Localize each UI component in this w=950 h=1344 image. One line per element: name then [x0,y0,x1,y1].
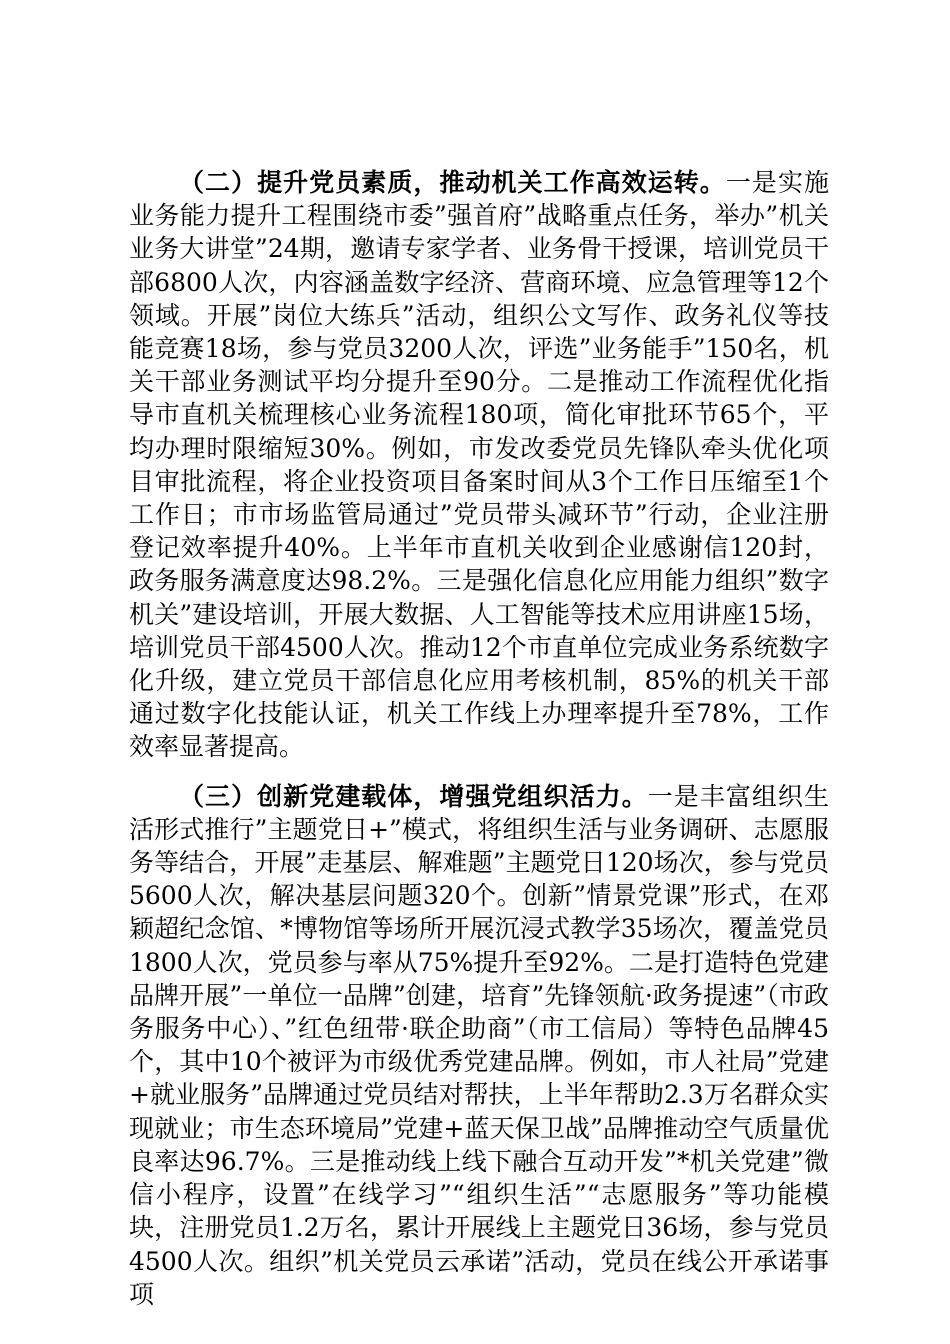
section-body-3: 一是丰富组织生活形式推行”主题党日+”模式，将组织生活与业务调研、志愿服务等结合，开展”走基层、解难题”主题党日120场次，参与党员5600人次，解决基层问题320个。创新”情景党课”形式，在邓颖超纪念馆、*博物馆等场所开展沉浸式教学35场次，覆盖党员1800人次，党员参与率从75%提升至92%。二是打造特色党建品牌开展”一单位一品牌”创建，培育”先锋领航·政务提速”（市政务服务中心）、”红色纽带·联企助商”（市工信局）等特色品牌45个，其中10个被评为市级优秀党建品牌。例如，市人社局”党建+就业服务”品牌通过党员结对帮扶，上半年帮助2.3万名群众实现就业；市生态环境局”党建+蓝天保卫战”品牌推动空气质量优良率达96.7%。三是推动线上线下融合互动开发”*机关党建”微信小程序，设置”在线学习”“组织生活”“志愿服务”等功能模块，注册党员1.2万名，累计开展线上主题党日36场，参与党员4500人次。组织”机关党员云承诺”活动，党员在线公开承诺事项 [129,781,829,1309]
section-paragraph-3 [129,780,829,1311]
section-body-2: 一是实施业务能力提升工程围绕市委”强首府”战略重点任务，举办”机关业务大讲堂”24期，邀请专家学者、业务骨干授课，培训党员干部6800人次，内容涵盖数字经济、营商环境、应急管理等12个领域。开展”岗位大练兵”活动，组织公文写作、政务礼仪等技能竞赛18场，参与党员3200人次，评选”业务能手”150名，机关干部业务测试平均分提升至90分。二是推动工作流程优化指导市直机关梳理核心业务流程180项，简化审批环节65个，平均办理时限缩短30%。例如，市发改委党员先锋队牵头优化项目审批流程，将企业投资项目备案时间从3个工作日压缩至1个工作日；市市场监管局通过”党员带头减环节”行动，企业注册登记效率提升40%。上半年市直机关收到企业感谢信120封，政务服务满意度达98.2%。三是强化信息化应用能力组织”数字机关”建设培训，开展大数据、人工智能等技术应用讲座15场，培训党员干部4500人次。推动12个市直单位完成业务系统数字化升级，建立党员干部信息化应用考核机制，85%的机关干部通过数字化技能认证，机关工作线上办理率提升至78%，工作效率显著提高。 [129,168,829,762]
section-heading-2: （二）提升党员素质，推动机关工作高效运转。 [179,168,726,197]
section-paragraph-2 [129,166,829,764]
document-body [129,166,829,1311]
section-heading-3: （三）创新党建载体，增强党组织活力。 [179,781,648,811]
